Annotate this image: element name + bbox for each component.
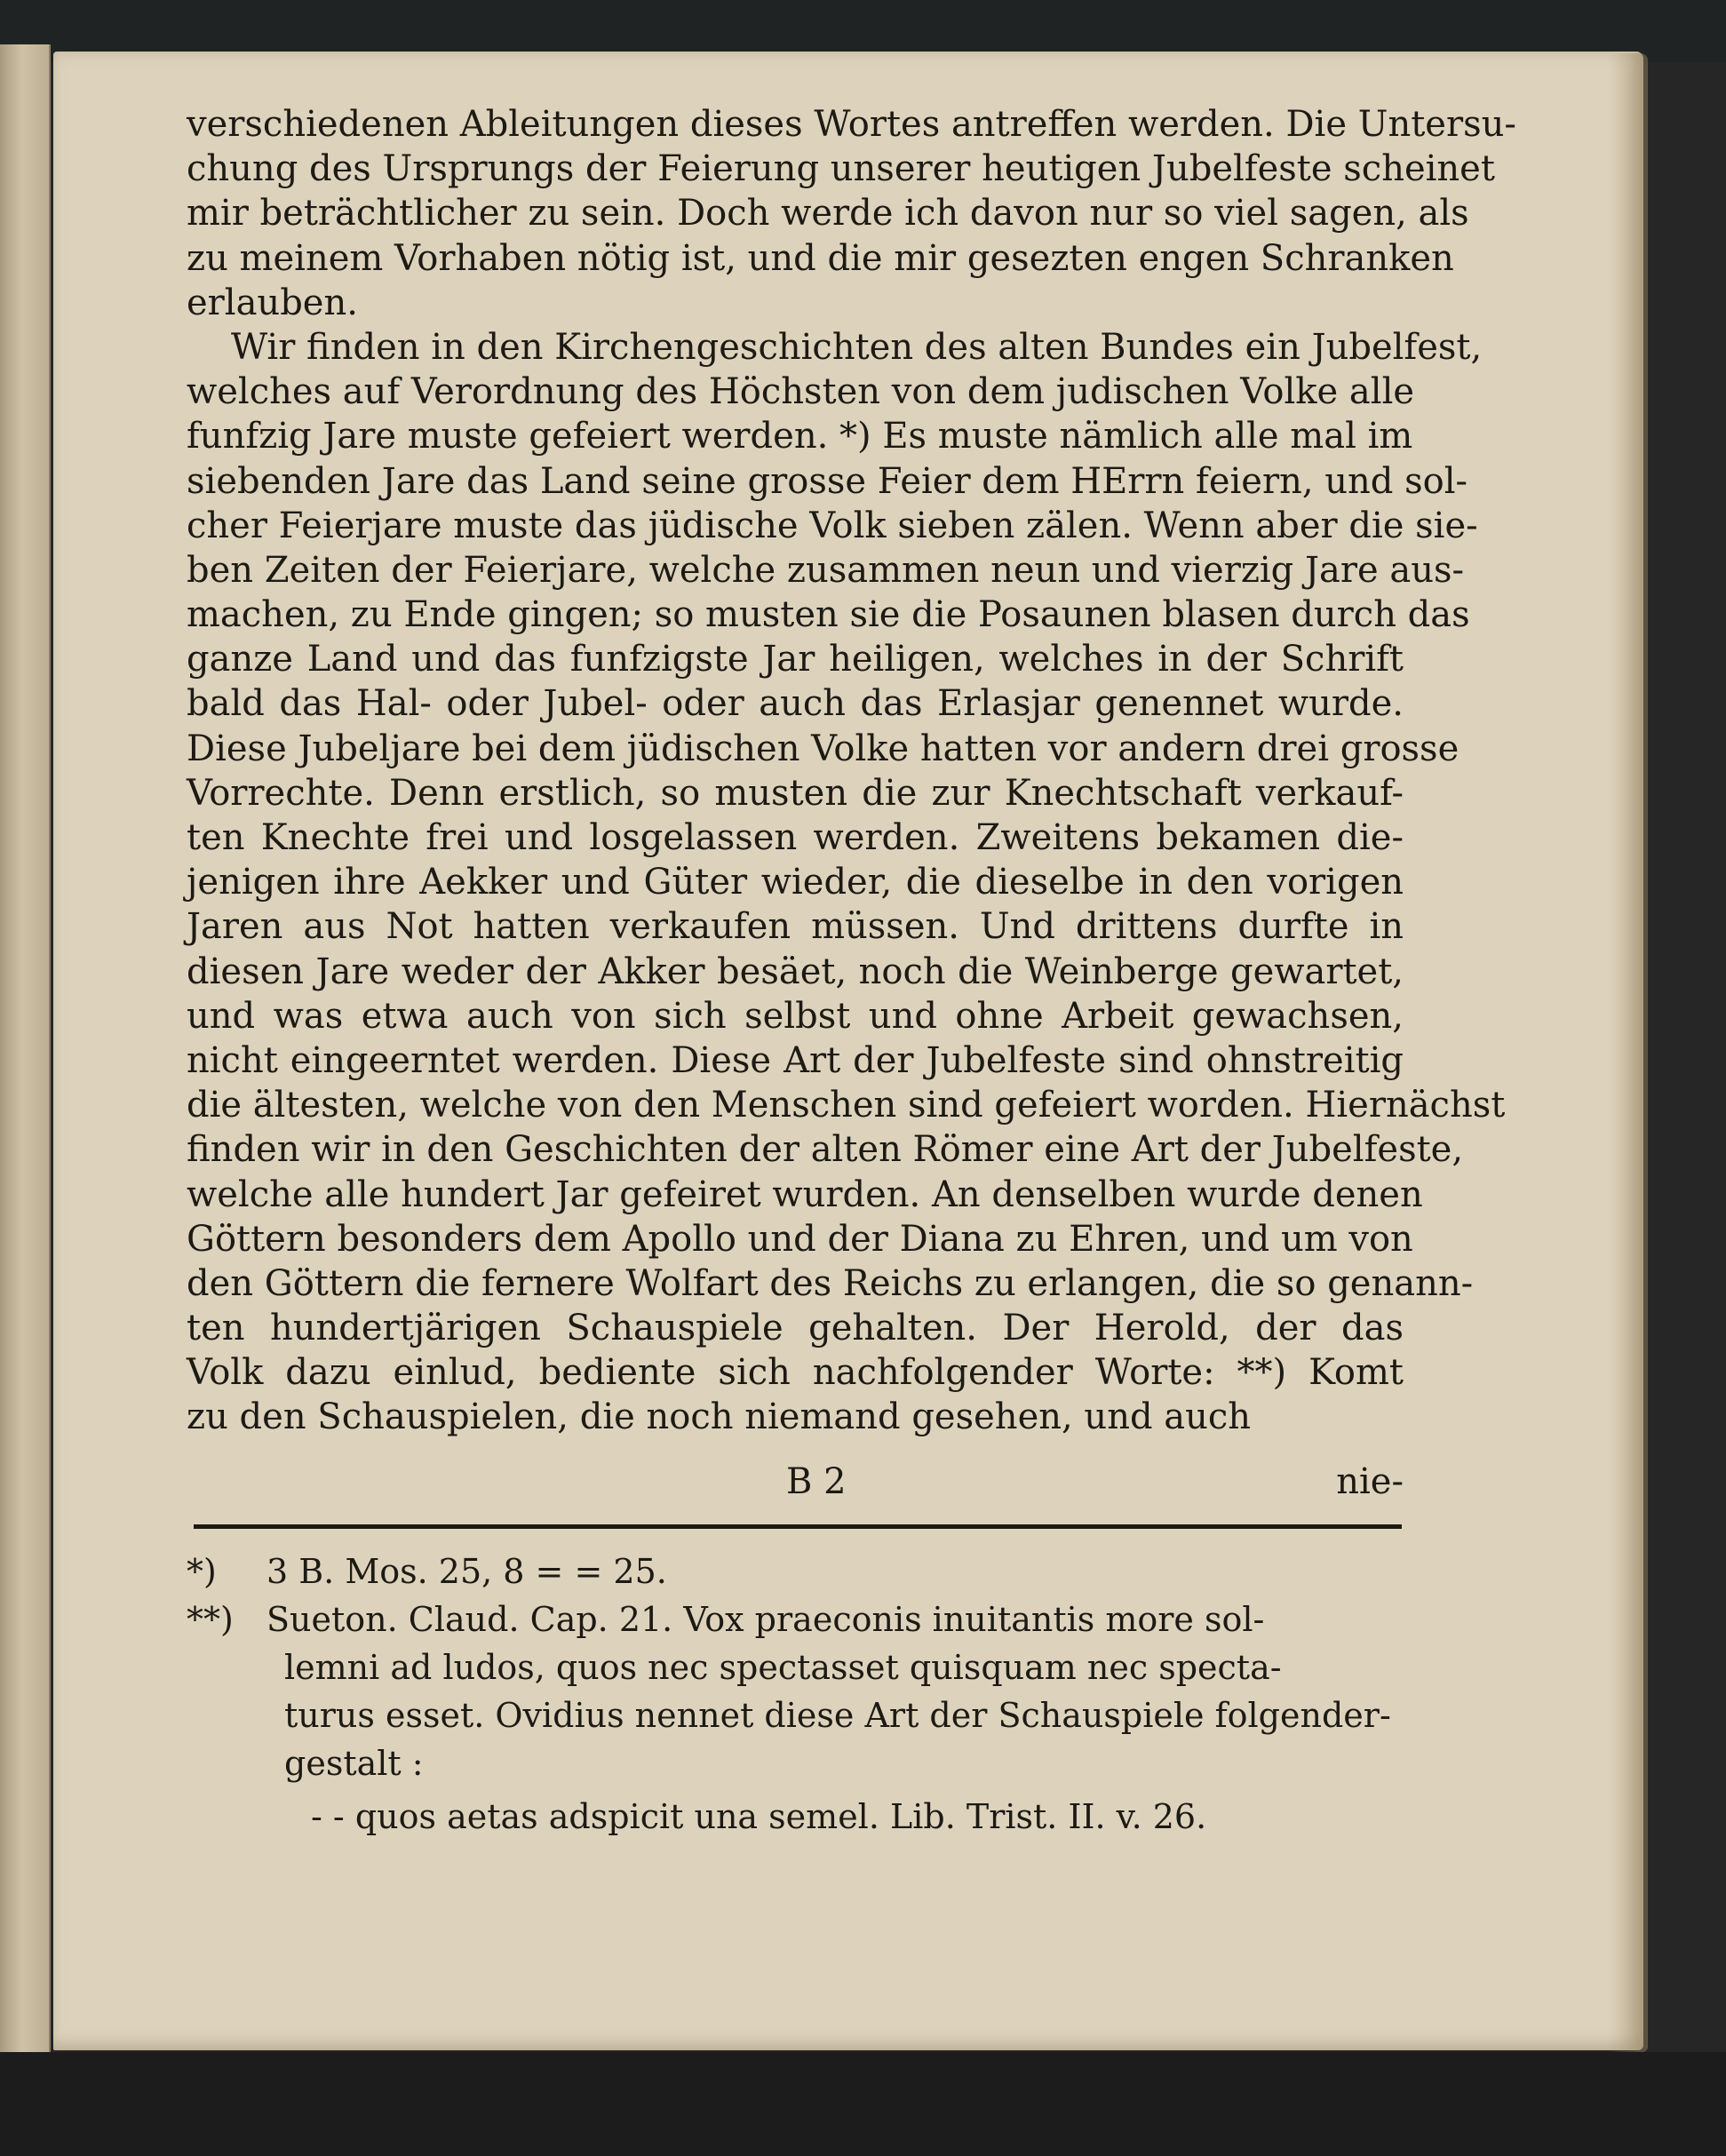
text-line: zu den Schauspielen, die noch niemand gesehen, und auch [187, 1396, 1252, 1438]
text-line: Vorrechte. Denn erstlich, so musten die zur Knechtschaft verkauf- [187, 772, 1404, 814]
text-line: diesen Jare weder der Akker besäet, noch die Weinberge gewartet, [187, 951, 1404, 992]
page-footer-row [187, 1461, 1404, 1506]
text-line: finden wir in den Geschichten der alten Römer eine Art der Jubelfeste, [187, 1129, 1464, 1171]
text-line: den Göttern die fernere Wolfart des Reichs zu erlangen, die so genann- [187, 1262, 1474, 1304]
text-line: verschiedenen Ableitungen dieses Wortes antreffen werden. Die Untersu- [187, 104, 1516, 145]
text-line: chung des Ursprungs der Feierung unserer heutigen Jubelfeste scheinet [187, 148, 1495, 190]
text-line: bald das Hal- oder Jubel- oder auch das Erlasjar genennet wurde. [187, 683, 1404, 725]
text-line: ganze Land und das funfzigste Jar heiligen, welches in der Schrift [187, 639, 1404, 680]
main-text-block [187, 102, 1516, 1440]
text-line: ben Zeiten der Feierjare, welche zusammen neun und vierzig Jare aus- [187, 549, 1465, 591]
footnote-1-text: 3 B. Mos. 25, 8 = = 25. [266, 1552, 667, 1591]
text-line: ten hundertjärigen Schauspiele gehalten. Der Herold, der das [187, 1308, 1404, 1349]
text-line: funfzig Jare muste gefeiert werden. *) Es muste nämlich alle mal im [187, 416, 1413, 457]
footnote-2-line-4: gestalt : [284, 1744, 424, 1783]
text-line: ten Knechte frei und losgelassen werden. Zweitens bekamen die- [187, 817, 1404, 858]
text-line: jenigen ihre Aekker und Güter wieder, die dieselbe in den vorigen [187, 862, 1404, 903]
text-line: und was etwa auch von sich selbst und ohne Arbeit gewachsen, [187, 995, 1404, 1037]
text-line: zu meinem Vorhaben nötig ist, und die mir gesezten engen Schranken [187, 237, 1454, 279]
text-line: Jaren aus Not hatten verkaufen müssen. Und drittens durfte in [187, 906, 1404, 948]
footnote-2-line-3: turus esset. Ovidius nennet diese Art der Schauspiele folgender- [284, 1696, 1391, 1735]
footnote-1-marker: *) [187, 1552, 217, 1591]
text-line: welche alle hundert Jar gefeiret wurden. An denselben wurde denen [187, 1173, 1423, 1215]
text-line: welches auf Verordnung des Höchsten von dem judischen Volke alle [187, 371, 1415, 413]
previous-page-edge [0, 44, 51, 2052]
scan-bottom-backdrop [0, 2052, 1726, 2156]
printer-signature: B 2 [786, 1461, 847, 1502]
text-line: Wir finden in den Kirchengeschichten des alten Bundes ein Jubelfest, [231, 326, 1483, 368]
footnote-2-marker: **) [187, 1600, 234, 1639]
footnotes [187, 1547, 1412, 1841]
footnote-2-text-1: Sueton. Claud. Cap. 21. Vox praeconis inuitantis more sol- [266, 1600, 1265, 1639]
text-line: Diese Jubeljare bei dem jüdischen Volke hatten vor andern drei grosse [187, 728, 1460, 769]
text-line: erlauben. [187, 282, 358, 323]
page-edge-shadow [1608, 53, 1648, 2052]
footnote-rule [194, 1524, 1402, 1529]
text-line: machen, zu Ende gingen; so musten sie die Posaunen blasen durch das [187, 594, 1470, 636]
text-line: die ältesten, welche von den Menschen sind gefeiert worden. Hiernächst [187, 1085, 1506, 1126]
footnote-1 [187, 1547, 1412, 1595]
text-line: mir beträchtlicher zu sein. Doch werde ich davon nur so viel sagen, als [187, 193, 1469, 235]
footnote-2-verse: - - quos aetas adspicit una semel. Lib. Trist. II. v. 26. [311, 1797, 1207, 1836]
catchword: nie- [1336, 1461, 1404, 1502]
footnote-2-line-1 [187, 1595, 1412, 1643]
text-line: Volk dazu einlud, bediente sich nachfolgender Worte: **) Komt [187, 1352, 1404, 1394]
text-line: siebenden Jare das Land seine grosse Feier dem HErrn feiern, und sol- [187, 460, 1468, 502]
text-line: Göttern besonders dem Apollo und der Diana zu Ehren, und um von [187, 1218, 1413, 1260]
footnote-2-line-2: lemni ad ludos, quos nec spectasset quisquam nec specta- [284, 1648, 1282, 1687]
text-line: nicht eingeerntet werden. Diese Art der Jubelfeste sind ohnstreitig [187, 1039, 1404, 1081]
text-line: cher Feierjare muste das jüdische Volk sieben zälen. Wenn aber die sie- [187, 505, 1478, 546]
